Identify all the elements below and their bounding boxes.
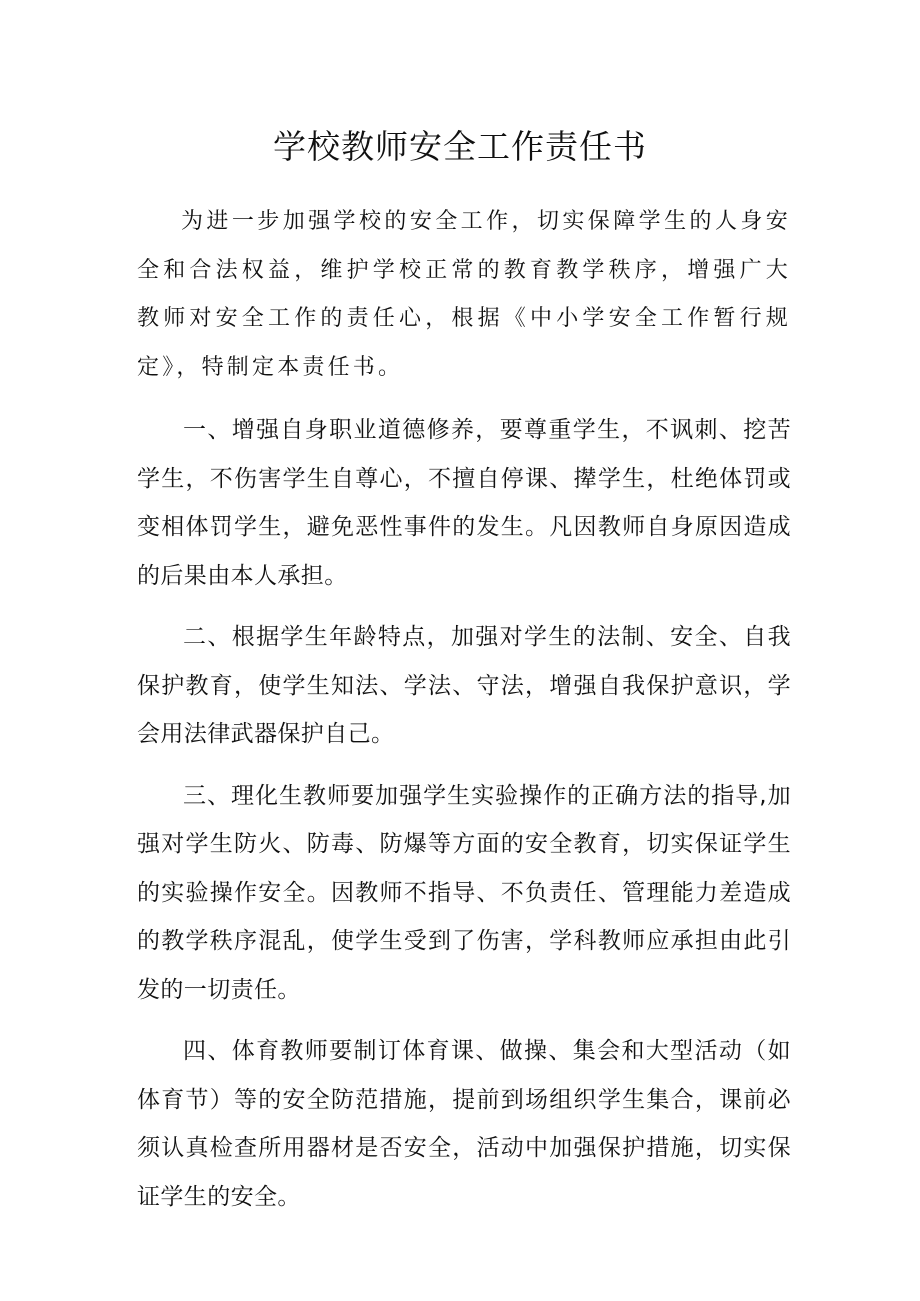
article-2: 二、根据学生年龄特点，加强对学生的法制、安全、自我保护教育，使学生知法、学法、守法，增强自我保护意识，学会用法律武器保护自己。	[137, 624, 791, 747]
intro-paragraph: 为进一步加强学校的安全工作，切实保障学生的人身安全和合法权益，维护学校正常的教育教学秩序，增强广大教师对安全工作的责任心，根据《中小学安全工作暂行规定》，特制定本责任书。	[137, 209, 791, 380]
document-title: 学校教师安全工作责任书	[273, 127, 647, 166]
article-4: 四、体育教师要制订体育课、做操、集会和大型活动（如体育节）等的安全防范措施，提前到场组织学生集合，课前必须认真检查所用器材是否安全，活动中加强保护措施，切实保证学生的安全。	[137, 1038, 791, 1210]
article-1: 一、增强自身职业道德修养，要尊重学生，不讽刺、挖苦学生，不伤害学生自尊心，不擅自停课、撵学生，杜绝体罚或变相体罚学生，避免恶性事件的发生。凡因教师自身原因造成的后果由本人承担。	[137, 417, 791, 589]
article-3: 三、理化生教师要加强学生实验操作的正确方法的指导,加强对学生防火、防毒、防爆等方面的安全教育，切实保证学生的实验操作安全。因教师不指导、不负责任、管理能力差造成的教学秩序混乱，使学生受到了伤害，学科教师应承担由此引发的一切责任。	[137, 782, 791, 1003]
document-body	[137, 198, 791, 1234]
